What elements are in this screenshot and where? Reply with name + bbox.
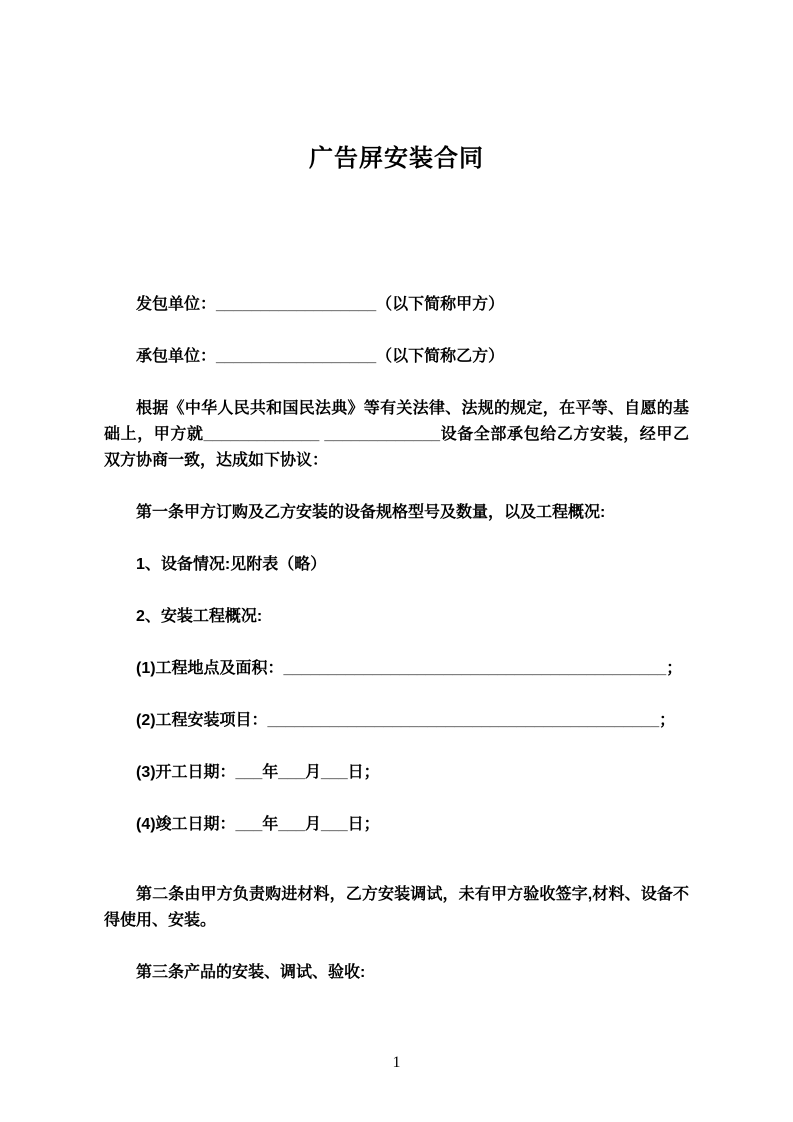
installation-items-field: (2)工程安装项目：____________________________________________； [136, 712, 676, 729]
preamble-paragraph: 根据《中华人民共和国民法典》等有关法律、法规的规定，在平等、自愿的基础上，甲方就_____________ _____________设备全部承包给乙方安装，经甲乙双方协商一致，达成如下协议： [104, 400, 689, 469]
party-b-line: 承包单位：__________________（以下简称乙方） [136, 348, 505, 365]
equipment-status-line: 1、设备情况:见附表（略） [136, 556, 327, 573]
clause-1-heading: 第一条甲方订购及乙方安装的设备规格型号及数量，以及工程概况: [136, 504, 606, 521]
project-location-field: (1)工程地点及面积：___________________________________________； [136, 660, 683, 677]
clause-2-paragraph: 第二条由甲方负责购进材料，乙方安装调试，未有甲方验收签字,材料、设备不得使用、安装。 [104, 886, 689, 929]
document-title: 广告屏安装合同 [309, 145, 484, 172]
completion-date-field: (4)竣工日期：___年___月___日； [136, 816, 380, 833]
installation-overview-line: 2、安装工程概况: [136, 608, 263, 625]
party-a-line: 发包单位：__________________（以下简称甲方） [136, 296, 505, 313]
page-number: 1 [392, 1054, 401, 1071]
clause-3-heading: 第三条产品的安装、调试、验收: [136, 964, 366, 981]
start-date-field: (3)开工日期：___年___月___日； [136, 764, 380, 781]
